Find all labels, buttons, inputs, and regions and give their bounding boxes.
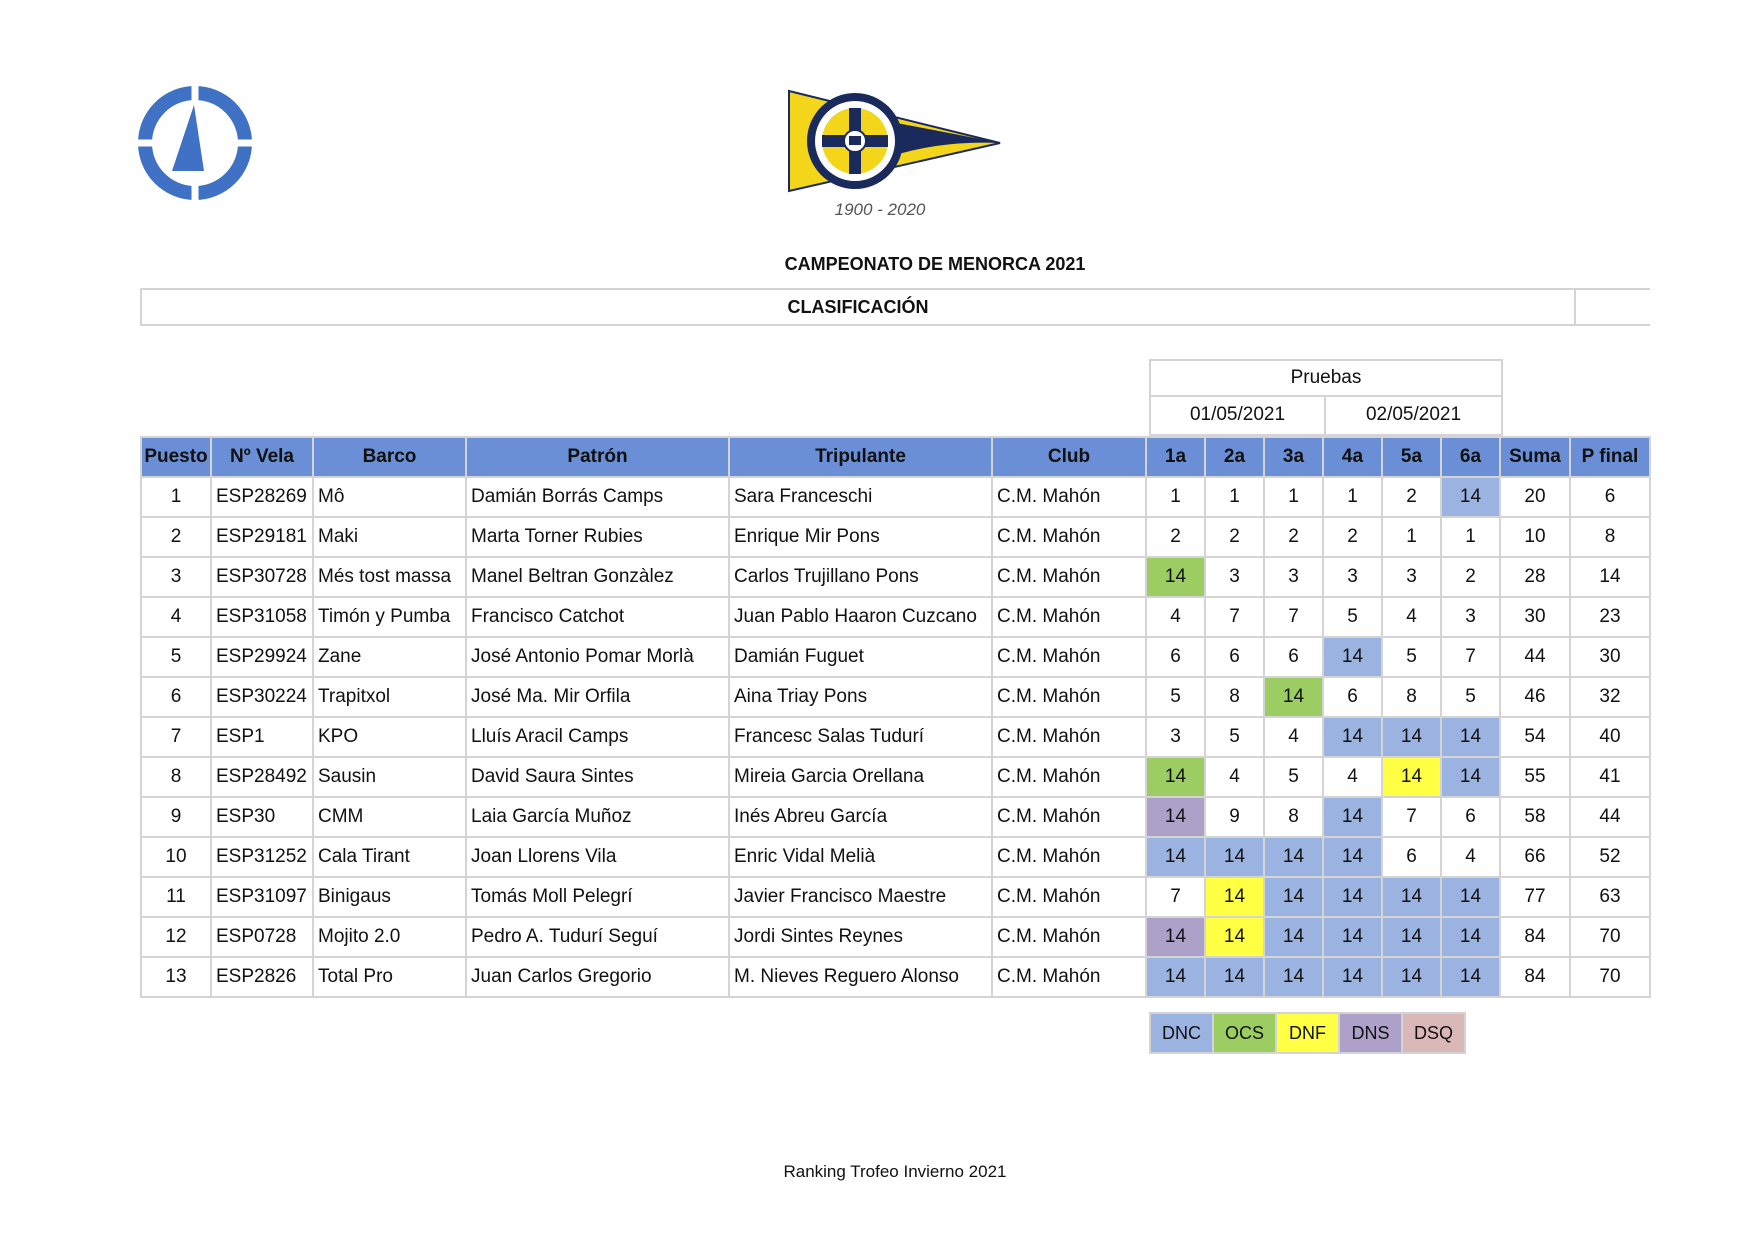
race-score-cell: 1: [1441, 517, 1500, 557]
race-score-cell: 6: [1205, 637, 1264, 677]
col-header: Club: [992, 437, 1146, 477]
boat-cell: CMM: [313, 797, 466, 837]
race-score-cell: 14: [1382, 877, 1441, 917]
footer-text: Ranking Trofeo Invierno 2021: [783, 1162, 1007, 1181]
position-cell: 4: [141, 597, 211, 637]
crew-cell: Juan Pablo Haaron Cuzcano: [729, 597, 992, 637]
race-score-cell: 5: [1382, 637, 1441, 677]
sail-number-cell: ESP30728: [211, 557, 313, 597]
final-points-cell: 41: [1570, 757, 1650, 797]
club-maritimo-mahon-logo: [785, 85, 1015, 195]
race-score-cell: 5: [1205, 717, 1264, 757]
sail-number-cell: ESP28492: [211, 757, 313, 797]
race-score-cell: 1: [1382, 517, 1441, 557]
race-score-cell: 5: [1264, 757, 1323, 797]
race-score-cell: 14: [1264, 877, 1323, 917]
race-score-cell: 14: [1323, 957, 1382, 997]
race-score-cell: 1: [1323, 477, 1382, 517]
total-cell: 84: [1500, 917, 1570, 957]
race-score-cell: 14: [1323, 717, 1382, 757]
race-score-cell: 14: [1205, 877, 1264, 917]
crew-cell: Inés Abreu García: [729, 797, 992, 837]
final-points-cell: 63: [1570, 877, 1650, 917]
race-score-cell: 4: [1441, 837, 1500, 877]
final-points-cell: 32: [1570, 677, 1650, 717]
skipper-cell: Tomás Moll Pelegrí: [466, 877, 729, 917]
race-score-cell: 14: [1205, 917, 1264, 957]
col-header: Tripulante: [729, 437, 992, 477]
final-points-cell: 30: [1570, 637, 1650, 677]
race-score-cell: 14: [1382, 957, 1441, 997]
skipper-cell: Damián Borrás Camps: [466, 477, 729, 517]
race-day-2: 02/05/2021: [1324, 397, 1503, 436]
crew-cell: Jordi Sintes Reynes: [729, 917, 992, 957]
table-row: [141, 517, 1650, 557]
race-score-cell: 7: [1264, 597, 1323, 637]
table-row: [141, 637, 1650, 677]
race-score-cell: 4: [1264, 717, 1323, 757]
race-score-cell: 6: [1146, 637, 1205, 677]
boat-cell: Timón y Pumba: [313, 597, 466, 637]
race-score-cell: 4: [1205, 757, 1264, 797]
total-cell: 10: [1500, 517, 1570, 557]
race-score-cell: 7: [1441, 637, 1500, 677]
crew-cell: Aina Triay Pons: [729, 677, 992, 717]
skipper-cell: David Saura Sintes: [466, 757, 729, 797]
results-table: [140, 436, 1651, 998]
table-row: [141, 877, 1650, 917]
race-score-cell: 3: [1205, 557, 1264, 597]
penalty-legend: [1149, 1012, 1466, 1054]
table-row: [141, 677, 1650, 717]
col-header: P final: [1570, 437, 1650, 477]
club-cell: C.M. Mahón: [992, 917, 1146, 957]
position-cell: 6: [141, 677, 211, 717]
race-score-cell: 4: [1323, 757, 1382, 797]
final-points-cell: 40: [1570, 717, 1650, 757]
race-score-cell: 8: [1382, 677, 1441, 717]
sail-number-cell: ESP29181: [211, 517, 313, 557]
skipper-cell: Joan Llorens Vila: [466, 837, 729, 877]
race-score-cell: 3: [1146, 717, 1205, 757]
race-score-cell: 7: [1205, 597, 1264, 637]
race-score-cell: 14: [1441, 757, 1500, 797]
club-cell: C.M. Mahón: [992, 717, 1146, 757]
final-points-cell: 23: [1570, 597, 1650, 637]
skipper-cell: Juan Carlos Gregorio: [466, 957, 729, 997]
position-cell: 7: [141, 717, 211, 757]
club-cell: C.M. Mahón: [992, 557, 1146, 597]
race-score-cell: 3: [1264, 557, 1323, 597]
col-header: Nº Vela: [211, 437, 313, 477]
club-cell: C.M. Mahón: [992, 797, 1146, 837]
race-score-cell: 14: [1323, 797, 1382, 837]
table-row: [141, 957, 1650, 997]
col-header: Barco: [313, 437, 466, 477]
boat-cell: Cala Tirant: [313, 837, 466, 877]
race-score-cell: 6: [1323, 677, 1382, 717]
race-score-cell: 14: [1323, 637, 1382, 677]
race-score-cell: 9: [1205, 797, 1264, 837]
col-header: 3a: [1264, 437, 1323, 477]
boat-cell: Més tost massa: [313, 557, 466, 597]
final-points-cell: 70: [1570, 957, 1650, 997]
boat-cell: Total Pro: [313, 957, 466, 997]
race-score-cell: 14: [1146, 557, 1205, 597]
position-cell: 1: [141, 477, 211, 517]
total-cell: 55: [1500, 757, 1570, 797]
col-header: 1a: [1146, 437, 1205, 477]
position-cell: 8: [141, 757, 211, 797]
founded-years: 1900 - 2020: [834, 200, 926, 219]
race-score-cell: 2: [1441, 557, 1500, 597]
table-row: [141, 797, 1650, 837]
position-cell: 10: [141, 837, 211, 877]
club-cell: C.M. Mahón: [992, 957, 1146, 997]
crew-cell: Javier Francisco Maestre: [729, 877, 992, 917]
race-score-cell: 14: [1323, 877, 1382, 917]
total-cell: 58: [1500, 797, 1570, 837]
race-score-cell: 14: [1323, 917, 1382, 957]
race-score-cell: 2: [1382, 477, 1441, 517]
final-points-cell: 6: [1570, 477, 1650, 517]
total-cell: 66: [1500, 837, 1570, 877]
total-cell: 84: [1500, 957, 1570, 997]
race-score-cell: 14: [1205, 837, 1264, 877]
race-score-cell: 14: [1264, 917, 1323, 957]
crew-cell: M. Nieves Reguero Alonso: [729, 957, 992, 997]
legend-ocs: OCS: [1213, 1013, 1276, 1053]
race-score-cell: 14: [1441, 957, 1500, 997]
crew-cell: Francesc Salas Tudurí: [729, 717, 992, 757]
crew-cell: Damián Fuguet: [729, 637, 992, 677]
club-cell: C.M. Mahón: [992, 877, 1146, 917]
race-score-cell: 8: [1264, 797, 1323, 837]
col-header: 6a: [1441, 437, 1500, 477]
sail-number-cell: ESP29924: [211, 637, 313, 677]
total-cell: 30: [1500, 597, 1570, 637]
sail-number-cell: ESP30224: [211, 677, 313, 717]
race-score-cell: 14: [1146, 917, 1205, 957]
skipper-cell: Manel Beltran Gonzàlez: [466, 557, 729, 597]
boat-cell: Trapitxol: [313, 677, 466, 717]
sail-number-cell: ESP31058: [211, 597, 313, 637]
final-points-cell: 70: [1570, 917, 1650, 957]
skipper-cell: Francisco Catchot: [466, 597, 729, 637]
table-row: [141, 917, 1650, 957]
race-score-cell: 8: [1205, 677, 1264, 717]
position-cell: 12: [141, 917, 211, 957]
race-score-cell: 1: [1264, 477, 1323, 517]
col-header: 4a: [1323, 437, 1382, 477]
race-score-cell: 4: [1382, 597, 1441, 637]
crew-cell: Enrique Mir Pons: [729, 517, 992, 557]
divider: [1574, 290, 1576, 324]
boat-cell: Sausin: [313, 757, 466, 797]
sail-number-cell: ESP2826: [211, 957, 313, 997]
sail-number-cell: ESP31097: [211, 877, 313, 917]
table-row: [141, 477, 1650, 517]
club-cell: C.M. Mahón: [992, 477, 1146, 517]
total-cell: 28: [1500, 557, 1570, 597]
legend-dnc: DNC: [1150, 1013, 1213, 1053]
boat-cell: Binigaus: [313, 877, 466, 917]
race-score-cell: 14: [1205, 957, 1264, 997]
race-score-cell: 14: [1441, 877, 1500, 917]
race-score-cell: 2: [1205, 517, 1264, 557]
race-score-cell: 6: [1264, 637, 1323, 677]
club-cell: C.M. Mahón: [992, 517, 1146, 557]
col-header: Patrón: [466, 437, 729, 477]
race-score-cell: 14: [1441, 477, 1500, 517]
final-points-cell: 52: [1570, 837, 1650, 877]
skipper-cell: Pedro A. Tudurí Seguí: [466, 917, 729, 957]
crew-cell: Sara Franceschi: [729, 477, 992, 517]
col-header: Puesto: [141, 437, 211, 477]
club-cell: C.M. Mahón: [992, 597, 1146, 637]
table-row: [141, 757, 1650, 797]
race-score-cell: 5: [1441, 677, 1500, 717]
position-cell: 2: [141, 517, 211, 557]
race-score-cell: 14: [1382, 717, 1441, 757]
race-score-cell: 14: [1264, 837, 1323, 877]
skipper-cell: Lluís Aracil Camps: [466, 717, 729, 757]
race-score-cell: 6: [1382, 837, 1441, 877]
race-score-cell: 4: [1146, 597, 1205, 637]
race-score-cell: 3: [1382, 557, 1441, 597]
club-cell: C.M. Mahón: [992, 757, 1146, 797]
race-score-cell: 14: [1441, 917, 1500, 957]
legend-dsq: DSQ: [1402, 1013, 1465, 1053]
race-score-cell: 14: [1382, 757, 1441, 797]
position-cell: 13: [141, 957, 211, 997]
total-cell: 20: [1500, 477, 1570, 517]
table-row: [141, 837, 1650, 877]
total-cell: 46: [1500, 677, 1570, 717]
race-score-cell: 14: [1264, 677, 1323, 717]
total-cell: 54: [1500, 717, 1570, 757]
sail-number-cell: ESP0728: [211, 917, 313, 957]
skipper-cell: Laia García Muñoz: [466, 797, 729, 837]
race-score-cell: 6: [1441, 797, 1500, 837]
classification-title: CLASIFICACIÓN: [787, 297, 929, 317]
race-score-cell: 5: [1146, 677, 1205, 717]
position-cell: 3: [141, 557, 211, 597]
col-header: Suma: [1500, 437, 1570, 477]
sailing-class-logo: [132, 85, 258, 201]
club-cell: C.M. Mahón: [992, 837, 1146, 877]
races-header: Pruebas: [1149, 359, 1503, 397]
race-score-cell: 14: [1441, 717, 1500, 757]
race-score-cell: 3: [1441, 597, 1500, 637]
table-row: [141, 717, 1650, 757]
boat-cell: Mô: [313, 477, 466, 517]
race-score-cell: 2: [1264, 517, 1323, 557]
race-score-cell: 14: [1382, 917, 1441, 957]
race-score-cell: 14: [1264, 957, 1323, 997]
col-header: 5a: [1382, 437, 1441, 477]
race-score-cell: 14: [1146, 797, 1205, 837]
race-day-1: 01/05/2021: [1149, 397, 1326, 436]
race-score-cell: 14: [1146, 837, 1205, 877]
final-points-cell: 8: [1570, 517, 1650, 557]
boat-cell: Mojito 2.0: [313, 917, 466, 957]
club-cell: C.M. Mahón: [992, 677, 1146, 717]
sail-number-cell: ESP31252: [211, 837, 313, 877]
position-cell: 5: [141, 637, 211, 677]
total-cell: 44: [1500, 637, 1570, 677]
boat-cell: Maki: [313, 517, 466, 557]
sail-number-cell: ESP30: [211, 797, 313, 837]
final-points-cell: 44: [1570, 797, 1650, 837]
race-score-cell: 7: [1146, 877, 1205, 917]
table-row: [141, 557, 1650, 597]
skipper-cell: Marta Torner Rubies: [466, 517, 729, 557]
club-cell: C.M. Mahón: [992, 637, 1146, 677]
race-score-cell: 2: [1146, 517, 1205, 557]
boat-cell: Zane: [313, 637, 466, 677]
table-header-row: [141, 437, 1650, 477]
table-row: [141, 597, 1650, 637]
crew-cell: Carlos Trujillano Pons: [729, 557, 992, 597]
race-score-cell: 7: [1382, 797, 1441, 837]
position-cell: 11: [141, 877, 211, 917]
race-score-cell: 2: [1323, 517, 1382, 557]
skipper-cell: José Ma. Mir Orfila: [466, 677, 729, 717]
sail-number-cell: ESP28269: [211, 477, 313, 517]
race-score-cell: 14: [1323, 837, 1382, 877]
classification-title-box: [140, 288, 1650, 326]
legend-dns: DNS: [1339, 1013, 1402, 1053]
crew-cell: Enric Vidal Melià: [729, 837, 992, 877]
crew-cell: Mireia Garcia Orellana: [729, 757, 992, 797]
sail-number-cell: ESP1: [211, 717, 313, 757]
skipper-cell: José Antonio Pomar Morlà: [466, 637, 729, 677]
race-score-cell: 1: [1146, 477, 1205, 517]
col-header: 2a: [1205, 437, 1264, 477]
race-score-cell: 5: [1323, 597, 1382, 637]
race-score-cell: 14: [1146, 957, 1205, 997]
legend-dnf: DNF: [1276, 1013, 1339, 1053]
event-title: CAMPEONATO DE MENORCA 2021: [784, 254, 1086, 274]
race-score-cell: 3: [1323, 557, 1382, 597]
final-points-cell: 14: [1570, 557, 1650, 597]
race-score-cell: 1: [1205, 477, 1264, 517]
total-cell: 77: [1500, 877, 1570, 917]
race-score-cell: 14: [1146, 757, 1205, 797]
boat-cell: KPO: [313, 717, 466, 757]
position-cell: 9: [141, 797, 211, 837]
